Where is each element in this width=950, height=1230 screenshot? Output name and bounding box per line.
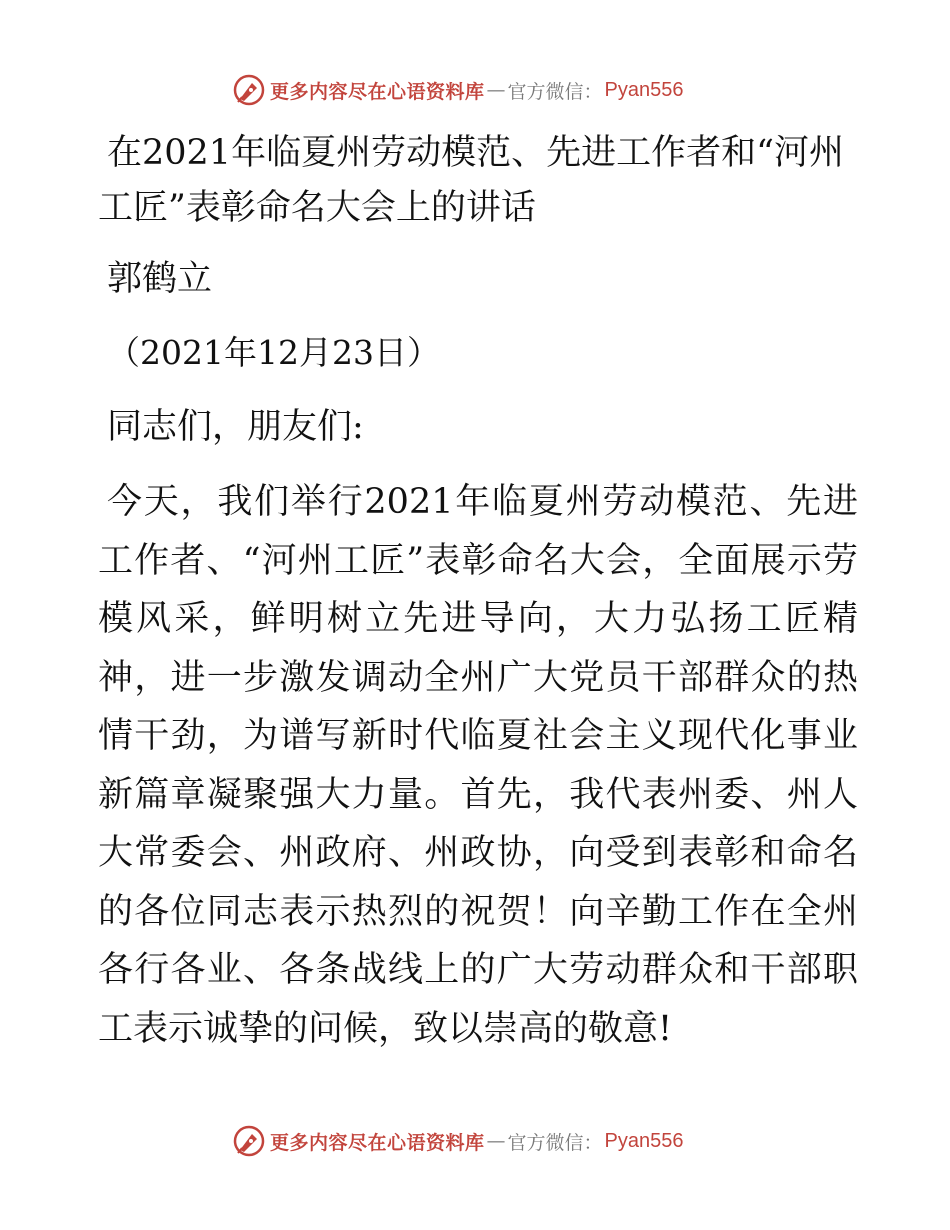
footer-watermark-banner [232, 1121, 684, 1161]
salutation: 同志们，朋友们: [107, 407, 364, 447]
document-title: 在2021年临夏州劳动模范、先进工作者和“河州工匠”表彰命名大会上的讲话 [98, 133, 844, 228]
author-name: 郭鹤立 [107, 259, 213, 299]
watermark-main-text: 更多内容尽在心语资料库 [270, 80, 485, 103]
body-paragraph: 今天，我们举行2021年临夏州劳动模范、先进工作者、“河州工匠”表彰命名大会，全面展示劳模风采，鲜明树立先进导向，大力弘扬工匠精神，进一步激发调动全州广大党员干部群众的热情干劲，为谱写新时代临夏社会主义现代化事业新篇章凝聚强大力量。首先，我代表州委、州人大常委会、州政府、州政协，向受到表彰和命名的各位同志表示热烈的祝贺！向辛勤工作在全州各行各业、各条战线上的广大劳动群众和干部职工表示诚挚的问候，致以崇高的敬意! [98, 482, 858, 1049]
pen-nib-logo-icon [232, 73, 266, 107]
watermark-main-text: 更多内容尽在心语资料库 [270, 1131, 485, 1154]
watermark-wechat-id: Pyan556 [604, 1129, 684, 1152]
watermark-wechat-label: 官方微信： [507, 80, 603, 103]
watermark-wechat-label: 官方微信： [507, 1131, 603, 1154]
pen-nib-logo-icon [232, 1124, 266, 1158]
watermark-dash: — [486, 1130, 506, 1152]
watermark-wechat-id: Pyan556 [604, 78, 684, 101]
watermark-dash: — [486, 79, 506, 101]
speech-date: （2021年12月23日） [107, 333, 440, 372]
header-watermark-banner [232, 70, 684, 110]
